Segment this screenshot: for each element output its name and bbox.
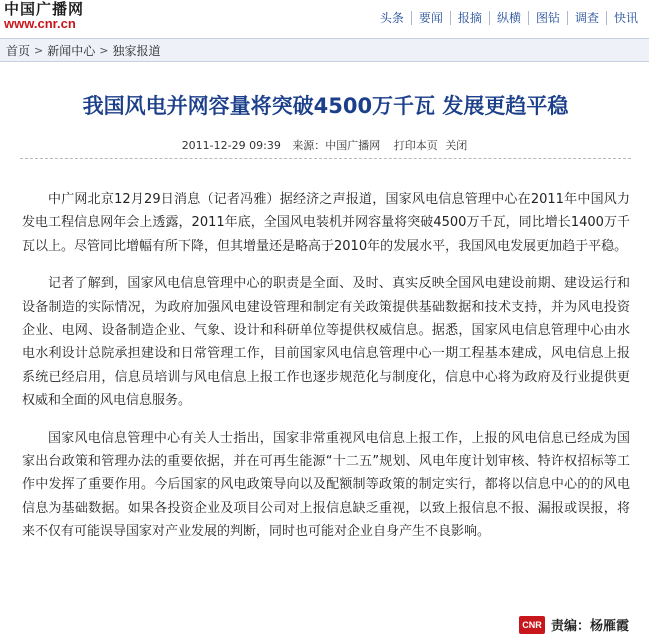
breadcrumb-news-center[interactable]: 新闻中心 [47, 43, 96, 58]
article-paragraph: 中广网北京12月29日消息（记者冯雅）据经济之声报道，国家风电信息管理中心在2011年中国风力发电工程信息网年会上透露，2011年底，全国风电装机并网容量将突破4500万千瓦，同比增长1400万千瓦以上。尽管同比增幅有所下降，但其增量还是略高于2010年的发展水平，我国风电发展更加趋于平稳。 [22, 192, 630, 254]
print-link[interactable]: 打印本页 [393, 139, 438, 152]
site-logo[interactable] [4, 1, 124, 33]
chevron-right-icon: > [34, 43, 44, 57]
article-actions [388, 139, 474, 152]
article-title: 我国风电并网容量将突破4500万千瓦 发展更趋平稳 [82, 94, 569, 118]
title-divider [20, 158, 631, 159]
editor-credit [519, 615, 629, 634]
article-source: 来源：中国广播网 [292, 139, 381, 152]
chevron-right-icon: > [99, 43, 109, 57]
article-paragraph: 记者了解到，国家风电信息管理中心的职责是全面、及时、真实反映全国风电建设前期、建设运行和设备制造的实际情况，为政府加强风电建设管理和制定有关政策提供基础数据和技术支持，并为风电投资企业、电网、设备制造企业、气象、设计和科研单位等提供权威信息。据悉，国家风电信息管理中心由水电水利设计总院承担建设和日常管理工作，目前国家风电信息管理中心一期工程基本建成，风电信息上报系统已经启用，信息员培训与风电信息上报工作也逐步规范化与制度化，信息中心将为政府及行业提供更权威和全面的风电信息服务。 [22, 276, 630, 409]
logo-url: www.cnr.cn [4, 16, 76, 31]
close-link[interactable]: 关闭 [445, 139, 468, 152]
nav-photo[interactable]: 图钻 [528, 11, 567, 25]
nav-flash[interactable]: 快讯 [606, 11, 645, 25]
cnr-logo-icon: CNR [519, 616, 545, 634]
logo-name: 中国广播网 [4, 0, 85, 18]
breadcrumb-exclusive[interactable]: 独家报道 [112, 43, 161, 58]
top-nav [373, 11, 645, 25]
breadcrumb-home[interactable]: 首页 [6, 43, 31, 58]
editor-name: 责编：杨雁霞 [550, 619, 629, 634]
nav-headlines[interactable]: 头条 [379, 11, 404, 25]
article-body [22, 188, 630, 558]
article-datetime: 2011-12-29 09:39 [181, 139, 281, 152]
nav-survey[interactable]: 调查 [567, 11, 606, 25]
article-paragraph: 国家风电信息管理中心有关人士指出，国家非常重视风电信息上报工作，上报的风电信息已经成为国家出台政策和管理办法的重要依据，并在可再生能源“十二五”规划、风电年度计划审核、特许权招标等工作中发挥了重要作用。今后国家的风电政策导向以及配额制等政策的制定实行，都将以信息中心的的风电信息为基础数据。如果各投资企业及项目公司对上报信息缺乏重视，以致上报信息不报、漏报或误报，将来不仅有可能误导国家对产业发展的判断，同时也可能对企业自身产生不良影响。 [22, 430, 630, 540]
nav-digest[interactable]: 报摘 [450, 11, 489, 25]
article-meta [0, 137, 651, 153]
breadcrumb [0, 38, 649, 62]
nav-news[interactable]: 要闻 [411, 11, 450, 25]
nav-panorama[interactable]: 纵横 [489, 11, 528, 25]
site-header [0, 0, 651, 36]
